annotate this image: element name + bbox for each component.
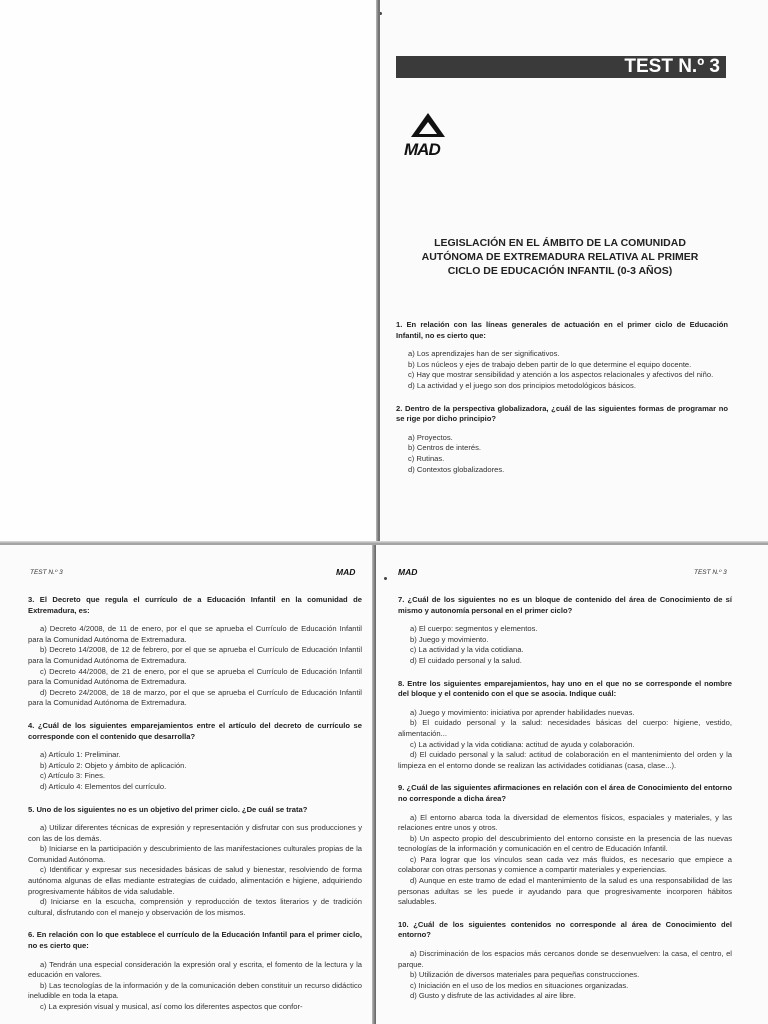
answer-option: b) Utilización de diversos materiales para pequeñas construcciones. bbox=[410, 970, 640, 980]
running-header-test: TEST N.º 3 bbox=[30, 569, 63, 576]
running-header-logo: MAD bbox=[398, 567, 418, 577]
answer-option: c) La actividad y la vida cotidiana: actitud de ayuda y colaboración. bbox=[410, 739, 635, 749]
answer-option: b) El cuidado personal y la salud: necesidades básicas del cuerpo: higiene, vestido, alimentación... bbox=[398, 718, 732, 738]
answer-option: a) Proyectos. bbox=[408, 432, 453, 442]
scan-speck bbox=[380, 12, 382, 15]
answer-option: d) Iniciarse en la escucha, comprensión y reproducción de textos literarios y de tradición cultural, disfrutando con el manejo y observación de los mismos. bbox=[28, 897, 362, 917]
question-text: 2. Dentro de la perspectiva globalizadora, ¿cuál de las siguientes formas de programar no se rige por dicho principio? bbox=[396, 403, 728, 424]
question-text: 4. ¿Cuál de los siguientes emparejamientos entre el artículo del decreto de currículo se corresponde con el contenido que desarrolla? bbox=[28, 720, 362, 741]
answer-option: a) Discriminación de los espacios más cercanos donde se desenvuelven: la casa, el centro, el parque. bbox=[398, 949, 732, 969]
answer-option: a) Utilizar diferentes técnicas de expresión y representación y disfrutar con sus producciones y con las de los demás. bbox=[28, 823, 362, 843]
answer-option: b) Artículo 2: Objeto y ámbito de aplicación. bbox=[40, 760, 187, 770]
answer-option: d) Decreto 24/2008, de 18 de marzo, por el que se aprueba el Currículo de Educación Infantil para la Comunidad Autónoma de Extremadura. bbox=[28, 687, 362, 708]
chapter-title-line: AUTÓNOMA DE EXTREMADURA RELATIVA AL PRIMER bbox=[421, 251, 699, 263]
answer-option: a) Artículo 1: Preliminar. bbox=[40, 750, 121, 760]
answer-option: c) Para lograr que los vínculos sean cada vez más fluidos, es necesario que empiece a colaborar con otras personas y comience a compartir materiales y experiencias. bbox=[398, 854, 732, 875]
running-header-test: TEST N.º 3 bbox=[694, 569, 727, 576]
chapter-title-line: CICLO DE EDUCACIÓN INFANTIL (0-3 AÑOS) bbox=[447, 265, 673, 277]
answer-option: a) Los aprendizajes han de ser significativos. bbox=[408, 349, 560, 359]
answer-option: b) Las tecnologías de la información y de la comunicación deben constituir un recurso didáctico ineludible en toda la etapa. bbox=[28, 980, 362, 1001]
question-text: 5. Uno de los siguientes no es un objetivo del primer ciclo. ¿De cuál se trata? bbox=[28, 804, 308, 814]
answer-option: c) La actividad y la vida cotidiana. bbox=[410, 645, 524, 655]
logo-text: MAD bbox=[404, 140, 440, 159]
answer-option: a) Tendrán una especial consideración la expresión oral y escrita, el fomento de la lectura y la educación en valores. bbox=[28, 959, 362, 980]
answer-option: d) Artículo 4: Elementos del currículo. bbox=[40, 781, 167, 791]
answer-option: b) Centros de interés. bbox=[408, 443, 482, 453]
answer-option: d) Gusto y disfrute de las actividades al aire libre. bbox=[410, 991, 576, 1001]
triangle-logo-icon bbox=[410, 112, 446, 138]
answer-option: d) Contextos globalizadores. bbox=[408, 464, 505, 474]
answer-option: b) Los núcleos y ejes de trabajo deben partir de lo que determine el equipo docente. bbox=[408, 359, 692, 369]
answer-option: c) Iniciación en el uso de los medios en situaciones organizadas. bbox=[410, 980, 629, 990]
question-block bbox=[398, 595, 732, 1002]
answer-option: c) Hay que mostrar sensibilidad y atención a los aspectos relacionales y afectivos del niño. bbox=[408, 370, 714, 380]
blank-left-page bbox=[0, 0, 380, 545]
question-text: 1. En relación con las líneas generales de actuación en el primer ciclo de Educación Infantil, no es cierto que: bbox=[396, 320, 728, 340]
question-text: 8. Entre los siguientes emparejamientos, hay uno en el que no se corresponde el nombre del bloque y el contenido con el que se asocia. Indique cuál: bbox=[398, 678, 732, 699]
question-block bbox=[396, 320, 728, 475]
answer-option: c) La expresión visual y musical, así como los diferentes aspectos que confor- bbox=[40, 1002, 303, 1011]
page-questions-left bbox=[0, 545, 376, 1024]
chapter-title bbox=[400, 236, 720, 278]
answer-option: c) Rutinas. bbox=[408, 453, 445, 463]
answer-option: d) Aunque en este tramo de edad el mantenimiento de la salud es una responsabilidad de las personas adultas se les puede ir ayudando para que progresivamente incorporen hábitos saludables. bbox=[398, 876, 732, 907]
question-block bbox=[28, 595, 362, 1013]
answer-option: a) El cuerpo: segmentos y elementos. bbox=[410, 624, 538, 634]
answer-option: b) Juego y movimiento. bbox=[410, 634, 489, 644]
answer-option: c) Decreto 44/2008, de 21 de enero, por el que se aprueba el Currículo de Educación Infantil para la Comunidad Autónoma de Extremadura. bbox=[28, 666, 362, 687]
answer-option: a) Juego y movimiento: iniciativa por aprender habilidades nuevas. bbox=[410, 707, 635, 717]
answer-option: a) El entorno abarca toda la diversidad de elementos físicos, espaciales y materiales, y las relaciones entre unos y otros. bbox=[398, 812, 732, 833]
answer-option: d) El cuidado personal y la salud. bbox=[410, 655, 522, 665]
page-questions-right bbox=[376, 545, 768, 1024]
test-banner: TEST N.º 3 bbox=[396, 56, 726, 78]
answer-option: b) Decreto 14/2008, de 12 de febrero, por el que se aprueba el Currículo de Educación Infantil para la Comunidad Autónoma de Extremadura. bbox=[28, 645, 362, 665]
mad-logo bbox=[404, 112, 454, 158]
question-text: 3. El Decreto que regula el currículo de a Educación Infantil en la comunidad de Extremadura, es: bbox=[28, 595, 362, 615]
answer-option: b) Iniciarse en la participación y descubrimiento de las manifestaciones culturales propias de la Comunidad Autónoma. bbox=[28, 844, 362, 864]
question-text: 10. ¿Cuál de los siguientes contenidos no corresponde al área de Conocimiento del entorno? bbox=[398, 919, 732, 940]
answer-option: b) Un aspecto propio del descubrimiento del entorno consiste en la presencia de las nuevas tecnologías de la información y comunicación en el centro de Educación Infantil. bbox=[398, 833, 732, 854]
chapter-title-line: LEGISLACIÓN EN EL ÁMBITO DE LA COMUNIDAD bbox=[434, 237, 686, 249]
page-test-cover bbox=[380, 0, 768, 545]
answer-option: d) La actividad y el juego son dos principios metodológicos básicos. bbox=[408, 380, 636, 390]
question-text: 7. ¿Cuál de los siguientes no es un bloque de contenido del área de Conocimiento de sí mismo y autonomía personal en el primer ciclo? bbox=[398, 595, 732, 615]
question-text: 9. ¿Cuál de las siguientes afirmaciones en relación con el área de Conocimiento del entorno no corresponde a dicha área? bbox=[398, 783, 732, 803]
answer-option: c) Artículo 3: Fines. bbox=[40, 771, 105, 781]
answer-option: c) Identificar y expresar sus necesidades básicas de salud y bienestar, resolviendo de forma autónoma algunas de ellas mediante estrategias de cuidado, alimentación e higiene, adquiriendo progresivamente hábitos de vida saludable. bbox=[28, 865, 362, 896]
scan-speck bbox=[384, 577, 387, 580]
running-header-logo: MAD bbox=[336, 567, 356, 577]
answer-option: d) El cuidado personal y la salud: actitud de colaboración en el mantenimiento del orden y la limpieza en el entorno donde se realizan las actividades cotidianas (casa, clase...). bbox=[398, 750, 732, 770]
answer-option: a) Decreto 4/2008, de 11 de enero, por el que se aprueba el Currículo de Educación Infantil para la Comunidad Autónoma de Extremadura. bbox=[28, 624, 362, 644]
question-text: 6. En relación con lo que establece el currículo de la Educación Infantil para el primer ciclo, no es cierto que: bbox=[28, 930, 362, 951]
